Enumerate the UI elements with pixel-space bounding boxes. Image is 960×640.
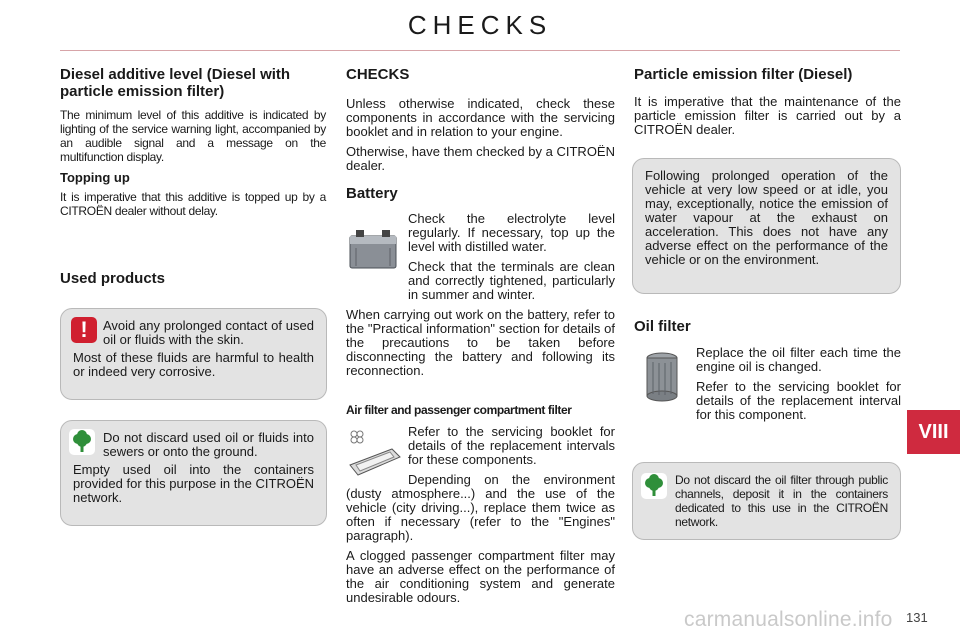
filter-text-2: Depending on the environment (dusty atmosphere...) and the use of the vehicle (city driving...), replace them twice as often if necessary (refer to the "Engines" paragraph). [346,472,615,543]
eco-box-oil-filter-text: Do not discard the oil filter through public channels, deposit it in the containers dedicated to this use in the CITROËN network. [675,473,888,529]
oil-filter-text-1: Replace the oil filter each time the engine oil is changed. [696,345,901,374]
filter-text-3: A clogged passenger compartment filter may have an adverse effect on the performance of the air conditioning system and generate undesirable odours. [346,548,615,605]
battery-text-3: When carrying out work on the battery, refer to the "Practical information" section for details of the precautions to be taken before disconnecting the battery and following its reconnection. [346,307,615,378]
eco-box-text-2: Empty used oil into the containers provided for this purpose in the CITROËN network. [73,462,314,505]
diesel-additive-heading: Diesel additive level (Diesel with particle emission filter) [60,66,291,100]
filter-text-1: Refer to the servicing booklet for details of the replacement intervals for these components. [408,424,615,467]
info-box [632,158,901,294]
oil-filter-icon [642,350,682,407]
page-number: 131 [906,610,928,625]
battery-text-2: Check that the terminals are clean and correctly tightened, particularly in summer and winter. [408,259,615,302]
warning-box-text-2: Most of these fluids are harmful to health or indeed very corrosive. [73,350,314,379]
warning-box-text-1: Avoid any prolonged contact of used oil or fluids with the skin. [103,318,314,347]
topping-up-text: It is imperative that this additive is topped up by a CITROËN dealer without delay. [60,190,326,218]
battery-text-1: Check the electrolyte level regularly. If necessary, top up the level with distilled water. [408,211,615,254]
warning-icon: ! [71,317,97,343]
right-column [634,66,901,143]
middle-column [346,66,615,384]
battery-icon [346,226,400,277]
chapter-tab[interactable]: VIII [907,410,960,454]
battery-heading: Battery [346,185,398,202]
checks-text-1: Unless otherwise indicated, check these components in accordance with the servicing booklet and in relation to your engine. [346,96,615,139]
particle-filter-heading: Particle emission filter (Diesel) [634,66,853,83]
eco-tree-icon [69,429,95,455]
info-box-text: Following prolonged operation of the vehicle at very low speed or at idle, you may, exceptionally, notice the emission of water vapour at the exhaust on acceleration. This does not have any adverse effect on the performance of the vehicle or on the environment. [645,168,888,267]
filter-section [346,425,615,611]
filter-heading: Air filter and passenger compartment filter [346,403,572,417]
particle-filter-text: It is imperative that the maintenance of the particle emission filter is carried out by a CITROËN dealer. [634,94,901,137]
checks-heading: CHECKS [346,66,410,83]
used-products-heading: Used products [60,270,166,287]
eco-box-text-1: Do not discard used oil or fluids into sewers or onto the ground. [103,430,314,459]
eco-tree-icon [641,473,667,499]
title-divider [60,50,900,51]
cabin-filter-icon [346,427,402,486]
oil-filter-text-2: Refer to the servicing booklet for details of the replacement interval for this component. [696,379,901,422]
page-title: CHECKS [407,10,553,40]
checks-text-2: Otherwise, have them checked by a CITROËN dealer. [346,144,615,173]
topping-up-heading: Topping up [60,170,130,185]
eco-box-oil-filter [632,462,901,540]
diesel-additive-text: The minimum level of this additive is indicated by lighting of the service warning light, accompanied by an audible signal and a message on the multifunction display. [60,108,326,164]
eco-box-oil [60,420,327,526]
warning-box [60,308,327,400]
oil-filter-heading: Oil filter [634,318,691,335]
watermark: carmanualsonline.info [684,608,893,631]
left-column [60,66,326,224]
oil-filter-section [634,346,901,428]
